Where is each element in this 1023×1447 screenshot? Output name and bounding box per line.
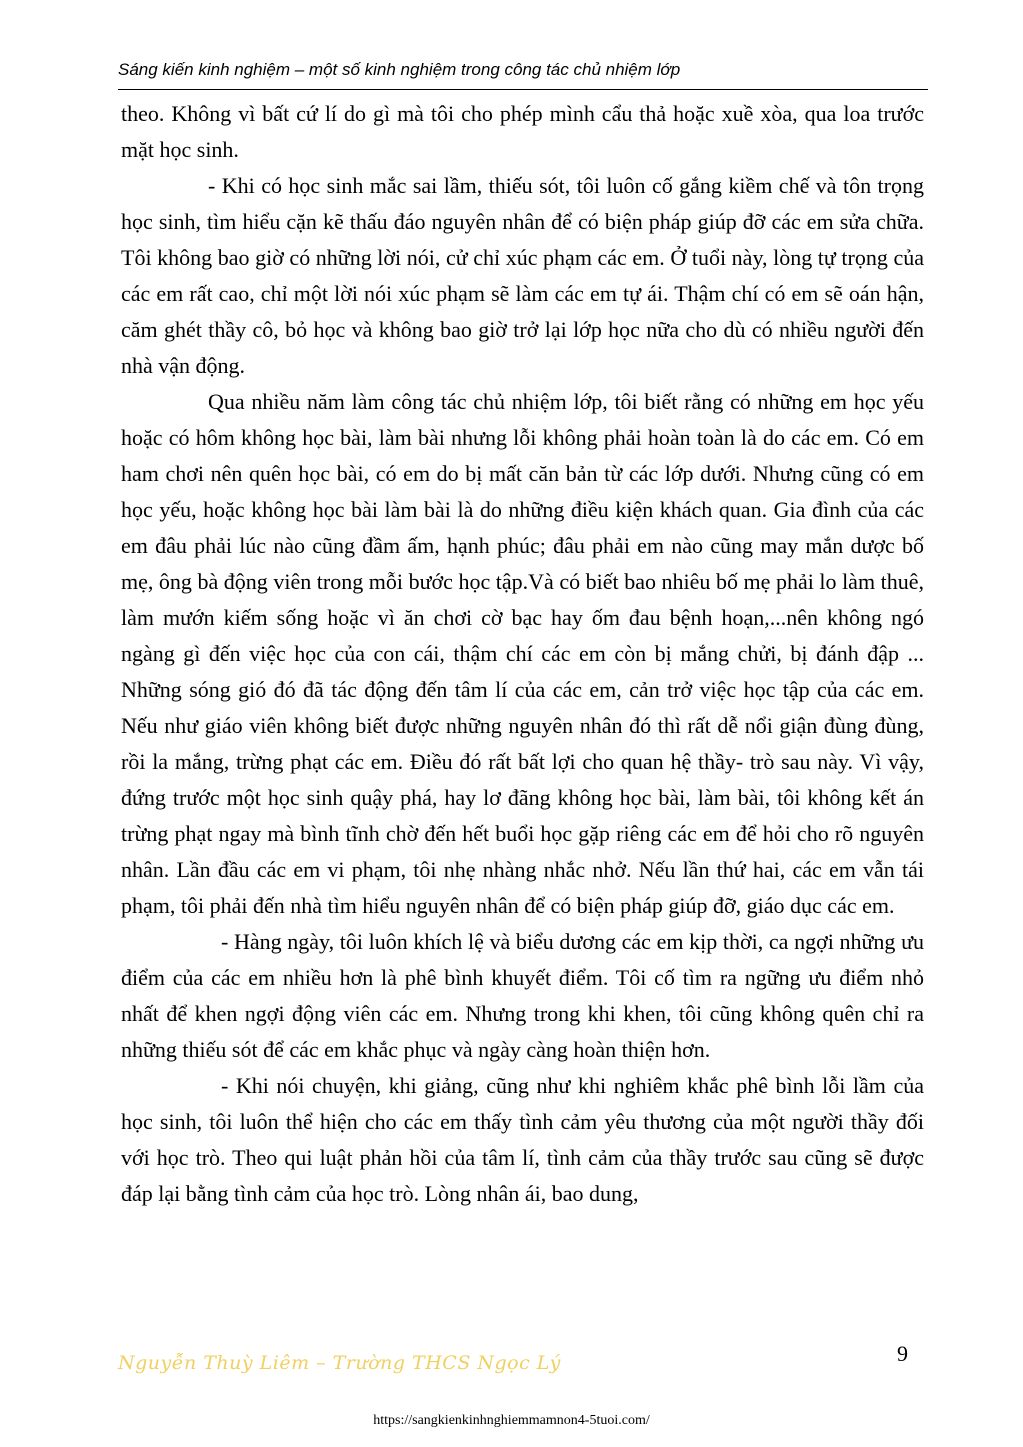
- source-url: https://sangkienkinhnghiemmamnon4-5tuoi.com/: [373, 1413, 650, 1428]
- running-header: Sáng kiến kinh nghiệm – một số kinh nghiệm trong công tác chủ nhiệm lớp: [118, 60, 681, 79]
- paragraph: Qua nhiều năm làm công tác chủ nhiệm lớp, tôi biết rằng có những em học yếu hoặc có hôm không học bài, làm bài nhưng lỗi không phải hoàn toàn là do các em. Có em ham chơi nên quên học bài, có em do bị mất căn bản từ các lớp dưới. Nhưng cũng có em học yếu, hoặc không học bài làm bài là do những điều kiện khách quan. Gia đình của các em đâu phải lúc nào cũng đầm ấm, hạnh phúc; đâu phải em nào cũng may mắn dược bố mẹ, ông bà động viên trong mỗi bước học tập.Và có biết bao nhiêu bố mẹ phải lo làm thuê, làm mướn kiếm sống hoặc vì ăn chơi cờ bạc hay ốm đau bệnh hoạn,...nên không ngó ngàng gì đến việc học của con cái, thậm chí các em còn bị mắng chửi, bị đánh đập ... Những sóng gió đó đã tác động đến tâm lí của các em, cản trở việc học tập của các em. Nếu như giáo viên không biết được những nguyên nhân đó thì rất dễ nổi giận đùng đùng, rồi la mắng, trừng phạt các em. Điều đó rất bất lợi cho quan hệ thầy- trò sau này. Vì vậy, đứng trước một học sinh quậy phá, hay lơ đãng không học bài, làm bài, tôi không kết án trừng phạt ngay mà bình tĩnh chờ đến hết buổi học gặp riêng các em để hỏi cho rõ nguyên nhân. Lần đầu các em vi phạm, tôi nhẹ nhàng nhắc nhở. Nếu lần thứ hai, các em vẫn tái phạm, tôi phải đến nhà tìm hiểu nguyên nhân để có biện pháp giúp đỡ, giáo dục các em.: [121, 389, 924, 918]
- paragraph: - Khi có học sinh mắc sai lầm, thiếu sót, tôi luôn cố gắng kiềm chế và tôn trọng học sinh, tìm hiểu cặn kẽ thấu đáo nguyên nhân để có biện pháp giúp đỡ các em sửa chữa. Tôi không bao giờ có những lời nói, cử chỉ xúc phạm các em. Ở tuổi này, lòng tự trọng của các em rất cao, chỉ một lời nói xúc phạm sẽ làm các em tự ái. Thậm chí có em sẽ oán hận, căm ghét thầy cô, bỏ học và không bao giờ trở lại lớp học nữa cho dù có nhiều người đến nhà vận động.: [121, 173, 924, 378]
- footer-signature: Nguyễn Thuỳ Liêm – Trường THCS Ngọc Lý: [118, 1352, 561, 1374]
- paragraph: - Khi nói chuyện, khi giảng, cũng như khi nghiêm khắc phê bình lỗi lầm của học sinh, tôi luôn thể hiện cho các em thấy tình cảm yêu thương của một người thầy đối với học trò. Theo qui luật phản hồi của tâm lí, tình cảm của thầy trước sau cũng sẽ được đáp lại bằng tình cảm của học trò. Lòng nhân ái, bao dung,: [121, 1073, 924, 1206]
- page-number: 9: [897, 1341, 908, 1366]
- paragraph: - Hàng ngày, tôi luôn khích lệ và biểu dương các em kịp thời, ca ngợi những ưu điểm của các em nhiều hơn là phê bình khuyết điểm. Tôi cố tìm ra ngững ưu điểm nhỏ nhất để khen ngợi động viên các em. Nhưng trong khi khen, tôi cũng không quên chỉ ra những thiếu sót để các em khắc phục và ngày càng hoàn thiện hơn.: [121, 929, 924, 1062]
- header-divider: [118, 89, 928, 90]
- document-body: [121, 96, 924, 1212]
- paragraph: theo. Không vì bất cứ lí do gì mà tôi cho phép mình cẩu thả hoặc xuề xòa, qua loa trước mặt học sinh.: [121, 101, 924, 162]
